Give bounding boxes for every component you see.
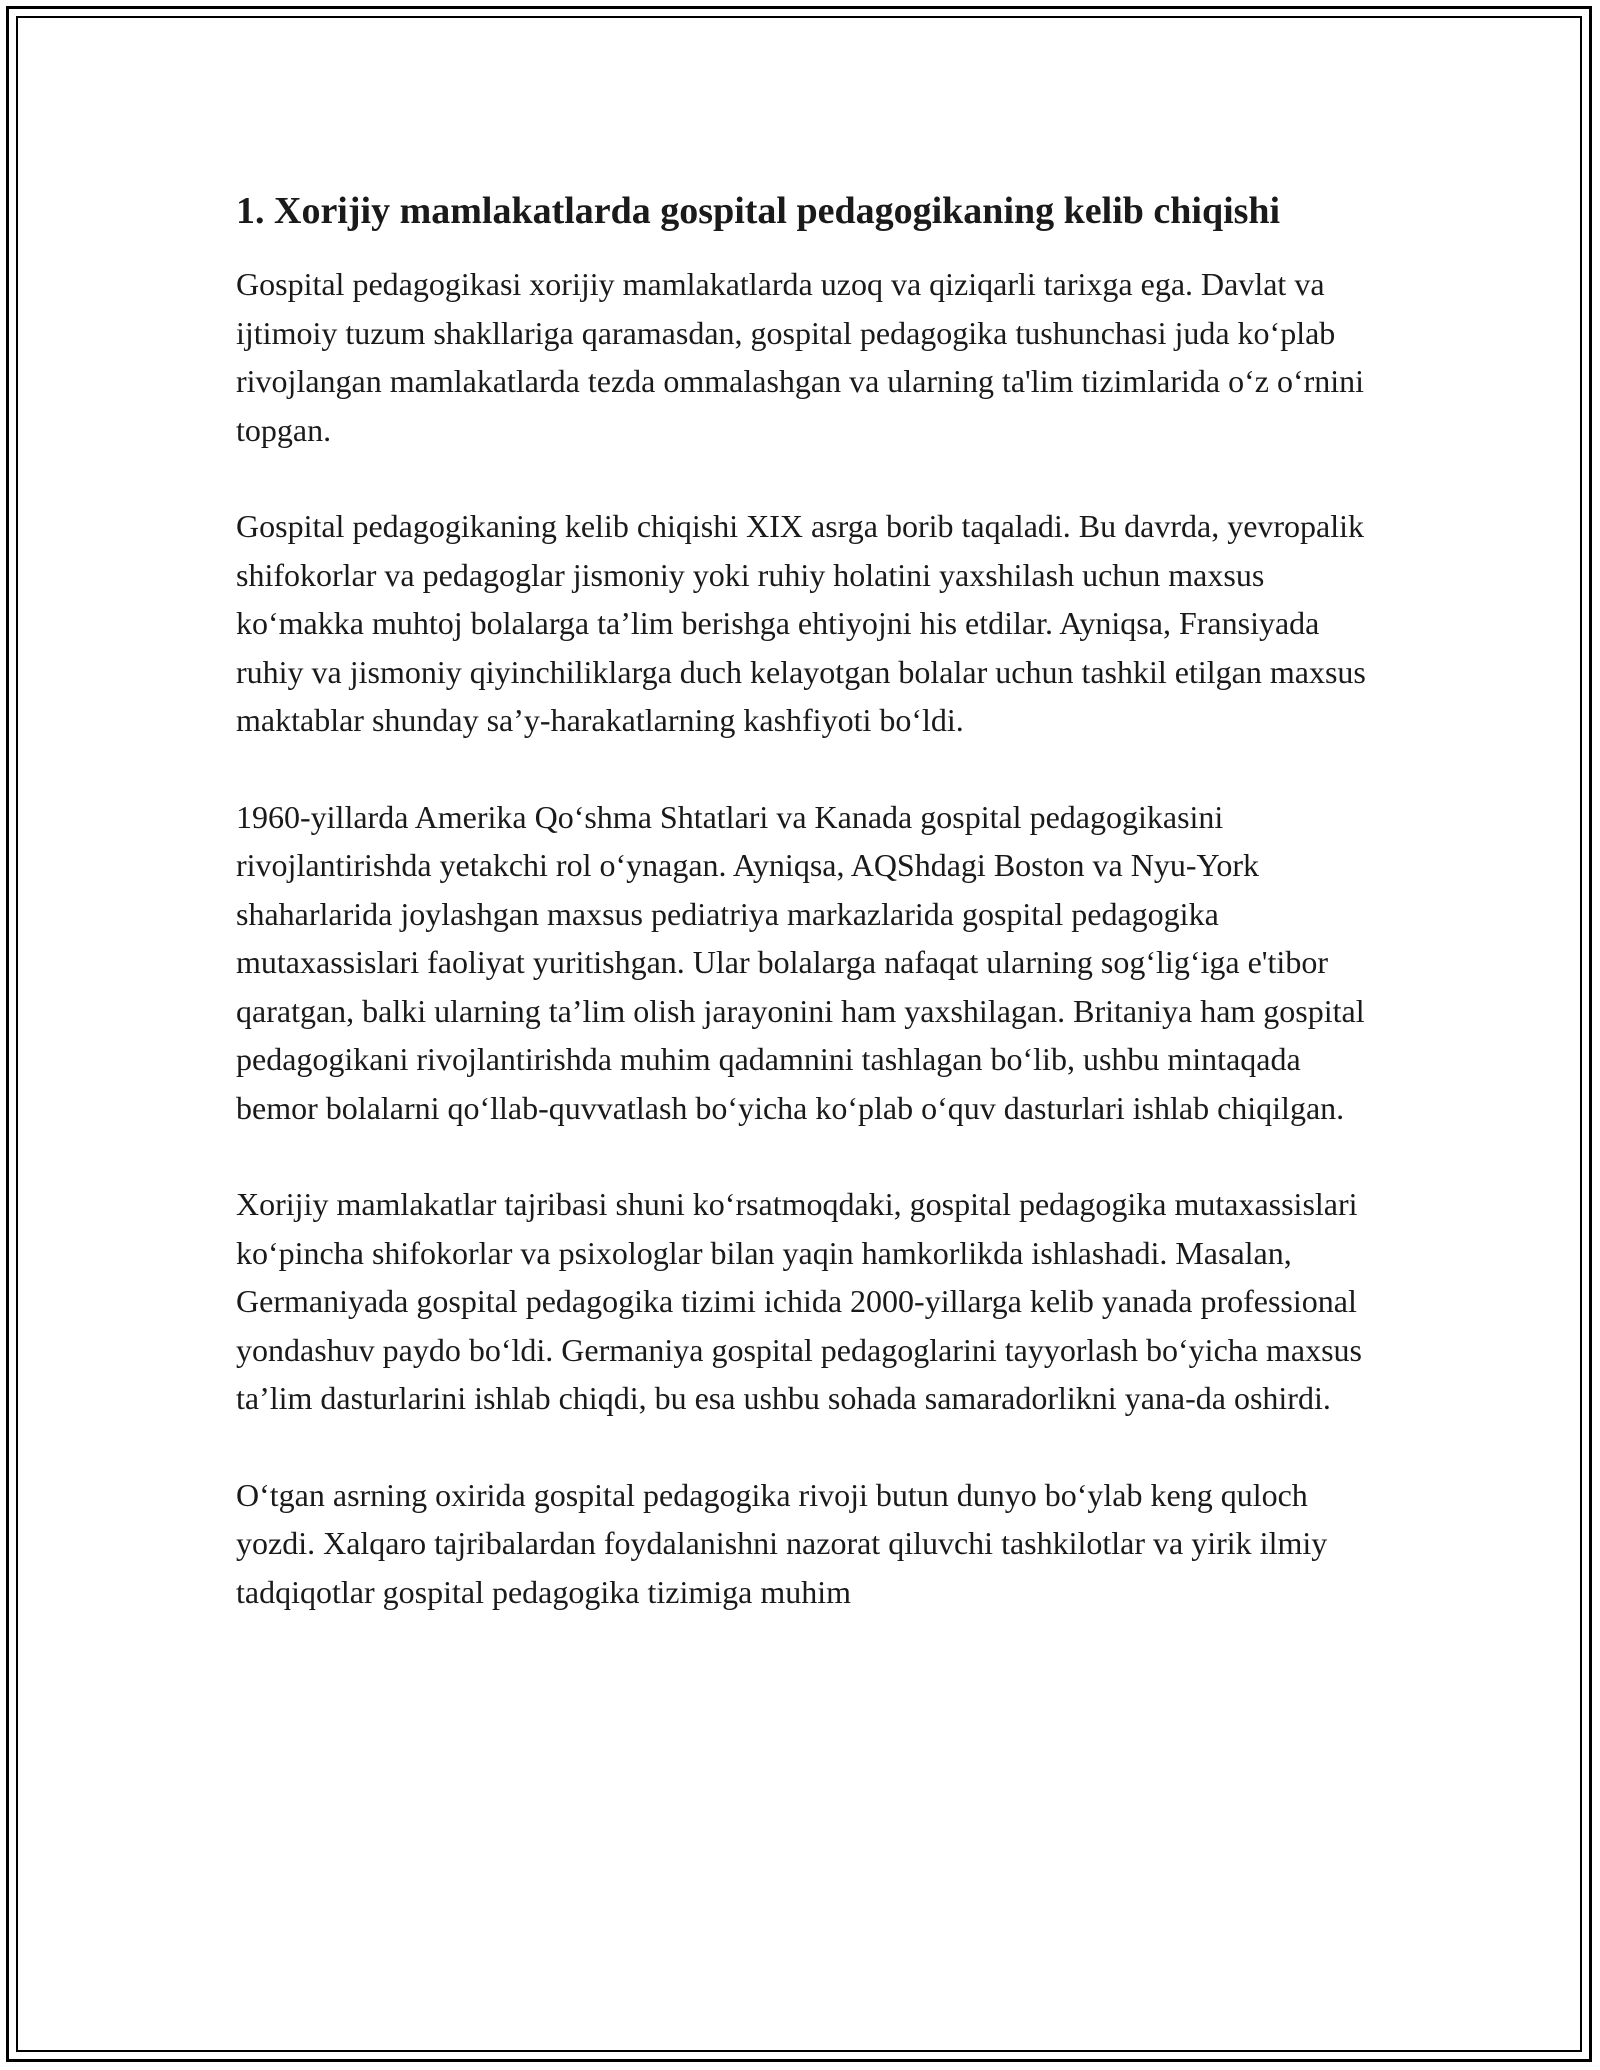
paragraph-3: 1960-yillarda Amerika Qo‘shma Shtatlari va Kanada gospital pedagogikasini rivojlantirishda yetakchi rol o‘ynagan. Ayniqsa, AQShdagi Boston va Nyu-York shaharlarida joylashgan maxsus pediatriya markazlarida gospital pedagogika mutaxassislari faoliyat yuritishgan. Ular bolalarga nafaqat ularning sog‘lig‘iga e'tibor qaratgan, balki ularning ta’lim olish jarayonini ham yaxshilagan. Britaniya ham gospital pedagogikani rivojlantirishda muhim qadamnini tashlagan bo‘lib, ushbu mintaqada bemor bolalarni qo‘llab-quvvatlash bo‘yicha ko‘plab o‘quv dasturlari ishlab chiqilgan. (236, 798, 1365, 1126)
paragraph-2: Gospital pedagogikaning kelib chiqishi XIX asrga borib taqaladi. Bu davrda, yevropalik shifokorlar va pedagoglar jismoniy yoki ruhiy holatini yaxshilash uchun maxsus ko‘makka muhtoj bolalarga ta’lim berishga ehtiyojni his etdilar. Ayniqsa, Fransiyada ruhiy va jismoniy qiyinchiliklarga duch kelayotgan bolalar uchun tashkil etilgan maxsus maktablar shunday sa’y-harakatlarning kashfiyoti bo‘ldi. (236, 508, 1366, 738)
paragraph-4: Xorijiy mamlakatlar tajribasi shuni ko‘rsatmoqdaki, gospital pedagogika mutaxassislari ko‘pincha shifokorlar va psixologlar bilan yaqin hamkorlikda ishlashadi. Masalan, Germaniyada gospital pedagogika tizimi ichida 2000-yillarga kelib yanada professional yondashuv paydo bo‘ldi. Germaniya gospital pedagoglarini tayyorlash bo‘yicha maxsus ta’lim dasturlarini ishlab chiqdi, bu esa ushbu sohada samaradorlikni yana-da oshirdi. (236, 1186, 1362, 1416)
paragraph-1: Gospital pedagogikasi xorijiy mamlakatlarda uzoq va qiziqarli tarixga ega. Davlat va ijtimoiy tuzum shakllariga qaramasdan, gospital pedagogika tushunchasi juda ko‘plab rivojlangan mamlakatlarda tezda ommalashgan va ularning ta'lim tizimlarida o‘z o‘rnini topgan. (236, 266, 1365, 448)
paragraph-5: O‘tgan asrning oxirida gospital pedagogika rivoji butun dunyo bo‘ylab keng quloch yozdi. Xalqaro tajribalardan foydalanishni nazorat qiluvchi tashkilotlar va yirik ilmiy tadqiqotlar gospital pedagogika tizimiga muhim (236, 1476, 1328, 1610)
section-title: 1. Xorijiy mamlakatlarda gospital pedagogikaning kelib chiqishi (236, 190, 1281, 232)
document-page (236, 184, 1366, 1664)
